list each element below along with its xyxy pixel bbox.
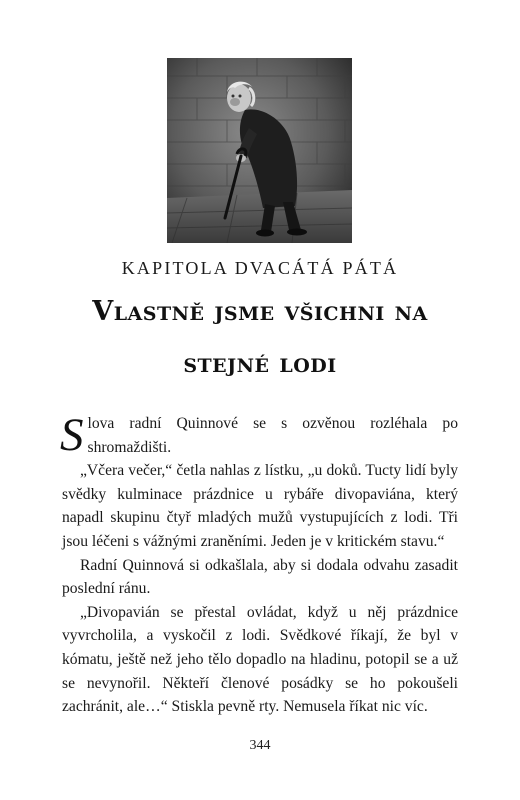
drop-cap: S <box>60 409 84 461</box>
paragraph-1 <box>60 409 458 461</box>
paragraph-2: „Včera večer,“ četla nahlas z lístku, „u doků. Tucty lidí byly svědky kulminace prázdnice u rybáře divopaviána, který napadl skupinu čtyř mladých mužů vystupujících z lodi. Tři jsou léčeni s vážnými zraněními. Jeden je v kritickém stavu.“ <box>62 462 458 550</box>
chapter-title-line-1: Vlastně jsme všichni na <box>92 296 428 327</box>
chapter-number: KAPITOLA DVACÁTÁ PÁTÁ <box>121 258 399 278</box>
chapter-title <box>40 286 480 390</box>
paragraph-3: Radní Quinnová si odkašlala, aby si dodala odvahu zasadit poslední ránu. <box>62 556 458 598</box>
paragraph-1-text: lova radní Quinnové se s ozvěnou rozléhala po shromaždišti. <box>87 415 458 456</box>
page-number: 344 <box>249 738 271 753</box>
paragraph-4: „Divopavián se přestal ovládat, když u něj prázdnice vyvrcholila, a vyskočil z lodi. Svědkové říkají, že byl v kómatu, ještě než jeho tělo dopadlo na hladinu, potopil se a už se nevynořil. Někteří členové posádky se ho pokoušeli zachránit, ale…“ Stiskla pevně rty. Nemusela říkat nic víc. <box>62 603 458 716</box>
chapter-illustration <box>167 58 352 243</box>
body-text <box>60 409 458 719</box>
chapter-title-line-2: stejné lodi <box>183 348 337 379</box>
